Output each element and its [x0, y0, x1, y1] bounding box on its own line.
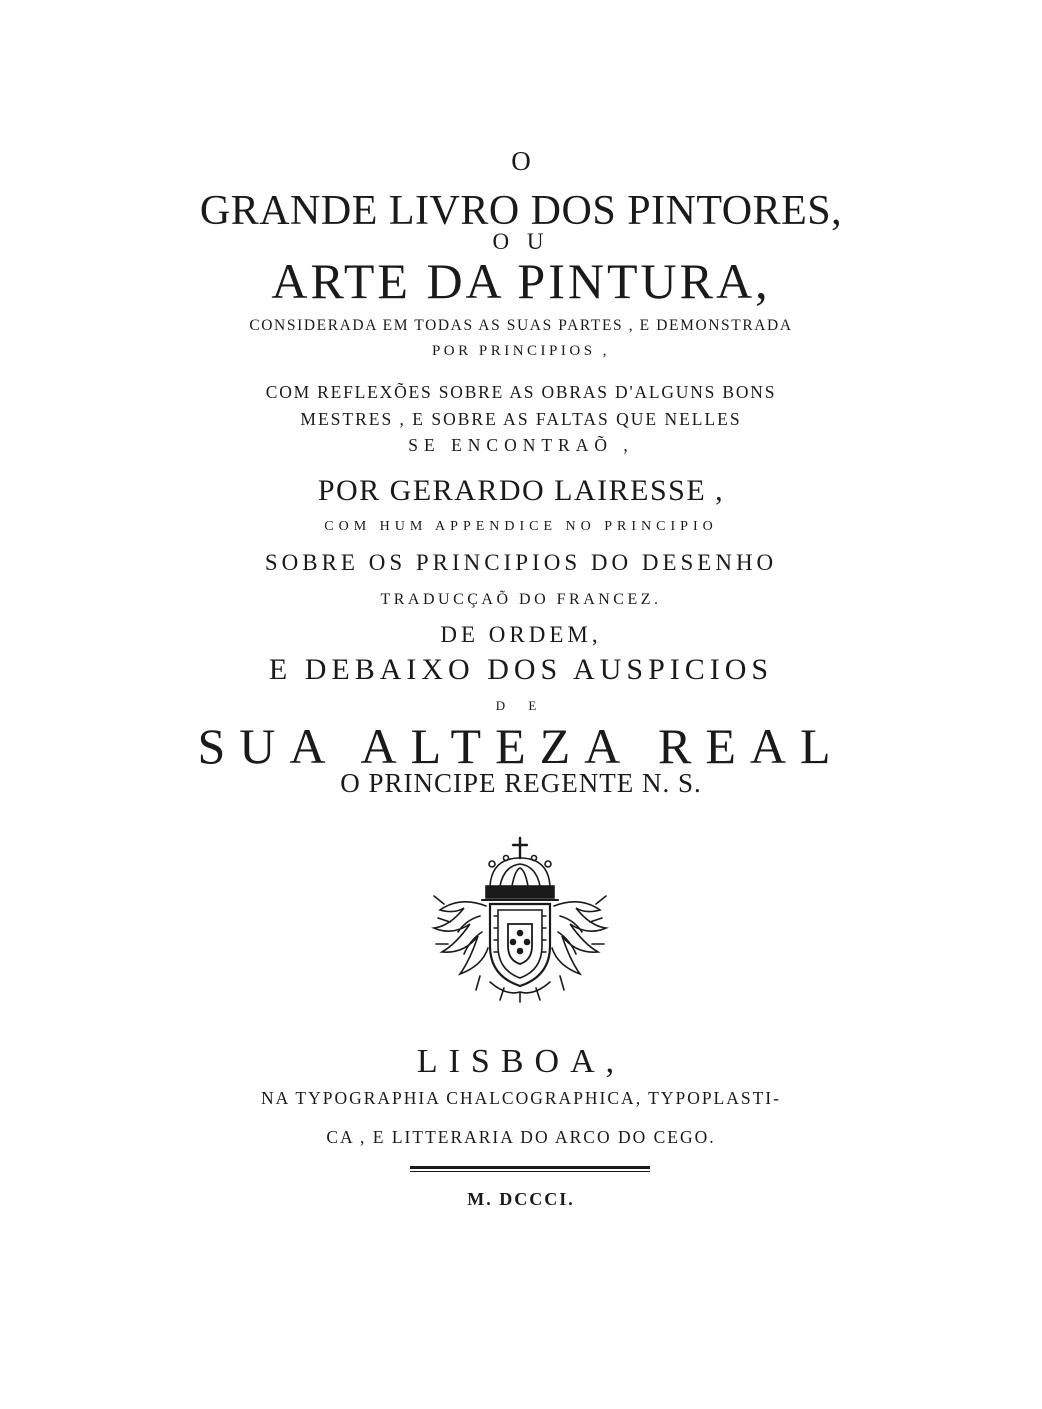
- of-line: D E: [495, 698, 547, 713]
- royal-coat-of-arms-icon: [420, 836, 620, 1004]
- auspices-line: E DEBAIXO DOS AUSPICIOS: [268, 653, 774, 686]
- imprint-divider: [410, 1166, 650, 1169]
- title-conjunction: O U: [492, 229, 550, 254]
- description-line-2: POR PRINCIPIOS ,: [431, 343, 611, 359]
- reflections-line-2: MESTRES , E SOBRE AS FALTAS QUE NELLES: [300, 409, 742, 429]
- patron-line: SUA ALTEZA REAL: [197, 718, 845, 774]
- order-line: DE ORDEM,: [440, 622, 602, 647]
- main-title: GRANDE LIVRO DOS PINTORES,: [199, 188, 843, 234]
- imprint-divider-thin: [410, 1171, 650, 1172]
- translation-line: TRADUCÇAÕ DO FRANCEZ.: [380, 591, 662, 608]
- reflections-line-1: COM REFLEXÕES SOBRE AS OBRAS D'ALGUNS BONS: [265, 382, 777, 402]
- imprint-year: M. DCCCI.: [467, 1189, 575, 1209]
- description-line-1: CONSIDERADA EM TODAS AS SUAS PARTES , E DEMONSTRADA: [249, 317, 793, 334]
- title-article: O: [511, 146, 531, 176]
- patron-title-line: O PRINCIPE REGENTE N. S.: [340, 768, 702, 798]
- author-line: POR GERARDO LAIRESSE ,: [317, 474, 725, 507]
- appendix-line: COM HUM APPENDICE NO PRINCIPIO: [324, 519, 718, 534]
- subtitle: ARTE DA PINTURA,: [271, 253, 771, 309]
- reflections-line-3: SE ENCONTRAÕ ,: [408, 435, 634, 455]
- imprint-printer-line-2: CA , E LITTERARIA DO ARCO DO CEGO.: [326, 1127, 716, 1147]
- imprint-city: LISBOA,: [416, 1043, 626, 1080]
- drawing-principles-line: SOBRE OS PRINCIPIOS DO DESENHO: [264, 550, 778, 575]
- imprint-printer-line-1: NA TYPOGRAPHIA CHALCOGRAPHICA, TYPOPLASTI-: [261, 1088, 781, 1108]
